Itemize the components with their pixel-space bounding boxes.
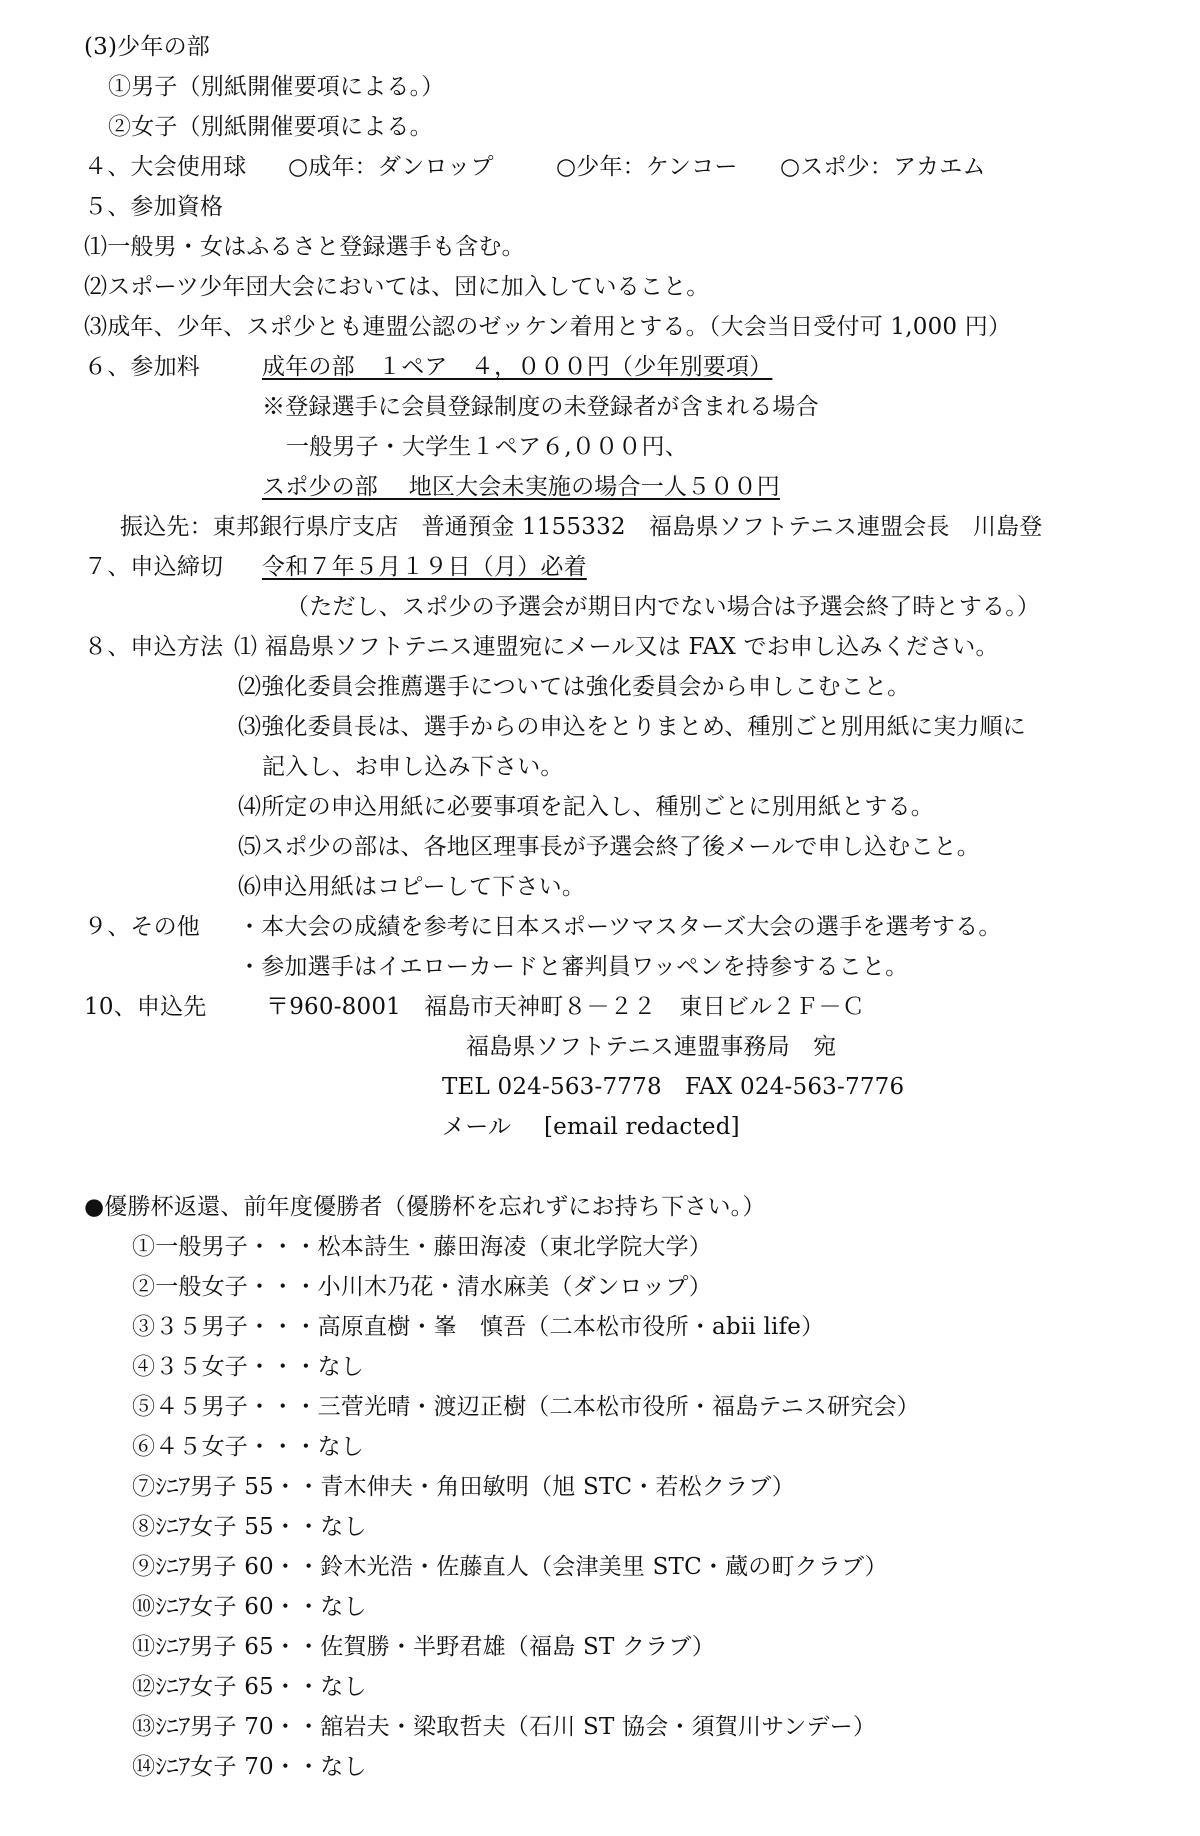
fee-bank: 振込先：東邦銀行県庁支店 普通預金 1155332 福島県ソフトテニス連盟会長 川島登 <box>120 514 1043 540</box>
winner-item: ④３５女子・・・なし <box>132 1354 364 1380</box>
method-item: ⑵強化委員会推薦選手については強化委員会から申しこむこと。 <box>238 674 911 700</box>
eligibility-item: ⑴一般男・女はふるさと登録選手も含む。 <box>84 234 525 260</box>
contact-mail-label: メール <box>442 1114 512 1140</box>
balls-label: ４、大会使用球 <box>84 154 247 180</box>
method-item: ⑷所定の申込用紙に必要事項を記入し、種別ごとに別用紙とする。 <box>238 794 934 820</box>
contact-mail: [email redacted] <box>544 1114 740 1140</box>
winner-item: ⑭ｼﾆｱ女子 70・・なし <box>132 1754 367 1780</box>
contact-office: 福島県ソフトテニス連盟事務局 宛 <box>466 1034 837 1060</box>
winner-item: ⑧ｼﾆｱ女子 55・・なし <box>132 1514 367 1540</box>
winner-item: ⑫ｼﾆｱ女子 65・・なし <box>132 1674 367 1700</box>
junior-girls: ②女子（別紙開催要項による。 <box>108 114 433 140</box>
winner-item: ⑪ｼﾆｱ男子 65・・佐賀勝・半野君雄（福島 ST クラブ） <box>132 1634 716 1660</box>
deadline-date: 令和７年５月１９日（月）必着 <box>262 554 587 580</box>
junior-boys: ①男子（別紙開催要項による。） <box>108 74 445 100</box>
method-item: ⑴ 福島県ソフトテニス連盟宛にメール又は FAX でお申し込みください。 <box>234 634 999 660</box>
contact-address: 〒960-8001 福島市天神町８－２２ 東日ビル２Ｆ－Ｃ <box>266 994 866 1020</box>
fee-label: ６、参加料 <box>84 354 200 380</box>
fee-general: 一般男子・大学生１ペア６,０００円、 <box>286 434 688 460</box>
deadline-note: （ただし、スポ少の予選会が期日内でない場合は予選会終了時とする。） <box>286 594 1041 620</box>
method-label: ８、申込方法 <box>84 634 224 660</box>
method-item: 記入し、お申し込み下さい。 <box>262 754 564 780</box>
method-item: ⑹申込用紙はコピーして下さい。 <box>238 874 586 900</box>
eligibility-label: ５、参加資格 <box>84 194 224 220</box>
winner-item: ①一般男子・・・松本詩生・藤田海凌（東北学院大学） <box>132 1234 712 1260</box>
eligibility-item: ⑵スポーツ少年団大会においては、団に加入していること。 <box>84 274 710 300</box>
fee-adult: 成年の部 １ペア ４，０００円（少年別要項） <box>262 354 773 380</box>
winner-item: ⑬ｼﾆｱ男子 70・・舘岩夫・梁取哲夫（石川 ST 協会・須賀川サンデー） <box>132 1714 877 1740</box>
balls-junior: ○少年：ケンコー <box>556 154 738 180</box>
winner-item: ⑥４５女子・・・なし <box>132 1434 364 1460</box>
balls-adult: ○成年：ダンロップ <box>288 154 494 180</box>
winner-item: ⑩ｼﾆｱ女子 60・・なし <box>132 1594 367 1620</box>
contact-tel-fax: TEL 024-563-7778 FAX 024-563-7776 <box>442 1074 905 1100</box>
other-label: ９、その他 <box>84 914 200 940</box>
winner-item: ③３５男子・・・高原直樹・峯 慎吾（二本松市役所・abii life） <box>132 1314 825 1340</box>
other-item: ・本大会の成績を参考に日本スポーツマスターズ大会の選手を選考する。 <box>238 914 1002 940</box>
trophy-heading: ●優勝杯返還、前年度優勝者（優勝杯を忘れずにお持ち下さい。） <box>84 1194 766 1220</box>
winner-item: ⑨ｼﾆｱ男子 60・・鈴木光浩・佐藤直人（会津美里 STC・蔵の町クラブ） <box>132 1554 888 1580</box>
deadline-label: ７、申込締切 <box>84 554 224 580</box>
method-item: ⑸スポ少の部は、各地区理事長が予選会終了後メールで申し込むこと。 <box>238 834 980 860</box>
fee-spo: スポ少の部 地区大会未実施の場合一人５００円 <box>262 474 780 500</box>
method-item: ⑶強化委員長は、選手からの申込をとりまとめ、種別ごと別用紙に実力順に <box>238 714 1026 740</box>
junior-section-heading: (3)少年の部 <box>84 34 210 60</box>
winner-item: ⑤４５男子・・・三菅光晴・渡辺正樹（二本松市役所・福島テニス研究会） <box>132 1394 920 1420</box>
winner-item: ②一般女子・・・小川木乃花・清水麻美（ダンロップ） <box>132 1274 712 1300</box>
winner-item: ⑦ｼﾆｱ男子 55・・青木伸夫・角田敏明（旭 STC・若松クラブ） <box>132 1474 795 1500</box>
eligibility-item: ⑶成年、少年、スポ少とも連盟公認のゼッケン着用とする。（大会当日受付可 1,000 円） <box>84 314 1012 340</box>
balls-spo: ○スポ少：アカエム <box>780 154 986 180</box>
other-item: ・参加選手はイエローカードと審判員ワッペンを持参すること。 <box>238 954 909 980</box>
fee-note: ※登録選手に会員登録制度の未登録者が含まれる場合 <box>262 394 819 420</box>
contact-label: 10、申込先 <box>84 994 207 1020</box>
